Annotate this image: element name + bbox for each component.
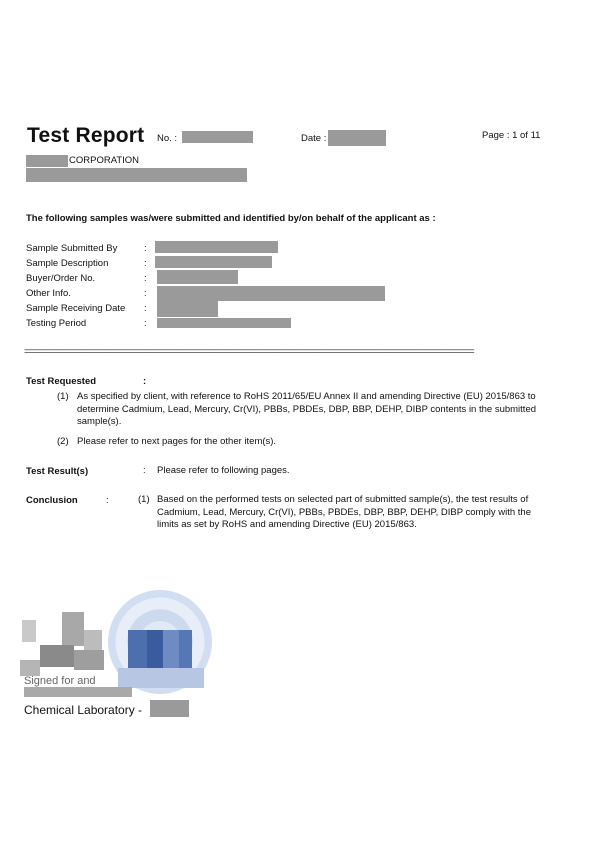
page-indicator: Page : 1 of 11 [482, 130, 541, 141]
redacted-field-value [157, 318, 291, 328]
field-label-buyer-order: Buyer/Order No. [26, 273, 96, 284]
text-line: As specified by client, with reference to RoHS 2011/65/EU Annex II and amending Directive (EU) 2015/863 to [77, 391, 536, 402]
redacted-field-value [155, 241, 278, 253]
signature-pixel [84, 630, 102, 650]
field-colon: : [144, 303, 147, 314]
company-suffix: CORPORATION [69, 155, 140, 166]
report-title: Test Report [27, 124, 145, 147]
company-stamp-core [128, 630, 192, 668]
test-results-label: Test Result(s) [26, 466, 89, 477]
signature-pixel [62, 612, 84, 646]
text-line: limits as set by RoHS and amending Directive (EU) 2015/863. [157, 519, 417, 530]
field-colon: : [144, 288, 147, 299]
redacted-field-value [155, 256, 272, 268]
text-line: sample(s). [77, 416, 122, 427]
test-requested-colon: : [143, 376, 147, 387]
text-line: determine Cadmium, Lead, Mercury, Cr(VI), PBBs, PBDEs, DBP, BBP, DEHP, DIBP contents in the submitted [77, 403, 537, 415]
signature-pixel [22, 620, 36, 642]
lab-name: Chemical Laboratory - [24, 703, 143, 717]
test-requested-item-2: Please refer to next pages for the other item(s). [77, 436, 277, 447]
field-colon: : [144, 258, 147, 269]
redacted-company-address [26, 168, 247, 182]
test-results-text: Please refer to following pages. [157, 465, 290, 476]
field-label-other-info: Other Info. [26, 288, 71, 299]
redacted-signatory [24, 687, 132, 697]
test-requested-item-1 [77, 391, 577, 429]
conclusion-text [157, 494, 577, 532]
test-requested-item-number: (2) [57, 436, 69, 447]
separator-line: =========================================================================================================== [24, 347, 474, 357]
redacted-date [328, 130, 386, 146]
company-stamp-text-band [118, 668, 204, 688]
field-label-description: Sample Description [26, 258, 109, 269]
field-label-testing-period: Testing Period [26, 318, 87, 329]
text-line: Cadmium, Lead, Mercury, Cr(VI), PBBs, PBDEs, DBP, BBP, DEHP, DIBP comply with the [157, 506, 531, 518]
date-label: Date : [301, 133, 327, 144]
signed-for-text: Signed for and [24, 675, 96, 687]
redacted-company-name [26, 155, 68, 167]
text-line: Based on the performed tests on selected part of submitted sample(s), the test results of [157, 494, 529, 505]
test-requested-label: Test Requested [26, 376, 97, 387]
field-label-receiving-date: Sample Receiving Date [26, 303, 126, 314]
report-number-label: No. : [157, 133, 178, 144]
signature-pixel [20, 660, 40, 676]
field-label-submitted-by: Sample Submitted By [26, 243, 118, 254]
redacted-field-value [157, 301, 218, 317]
signature-pixel [74, 650, 104, 670]
signature-pixel [40, 645, 74, 667]
conclusion-colon: : [106, 495, 109, 506]
conclusion-label: Conclusion [26, 495, 78, 506]
redacted-lab-location [150, 700, 189, 717]
conclusion-item-number: (1) [138, 494, 150, 505]
field-colon: : [144, 318, 147, 329]
redacted-field-value [157, 286, 385, 301]
redacted-report-number [182, 131, 253, 143]
field-colon: : [144, 243, 147, 254]
test-requested-item-number: (1) [57, 391, 69, 402]
field-colon: : [144, 273, 147, 284]
intro-statement: The following samples was/were submitted and identified by/on behalf of the applicant as : [26, 213, 436, 224]
test-results-colon: : [143, 465, 146, 476]
redacted-field-value [157, 270, 238, 284]
